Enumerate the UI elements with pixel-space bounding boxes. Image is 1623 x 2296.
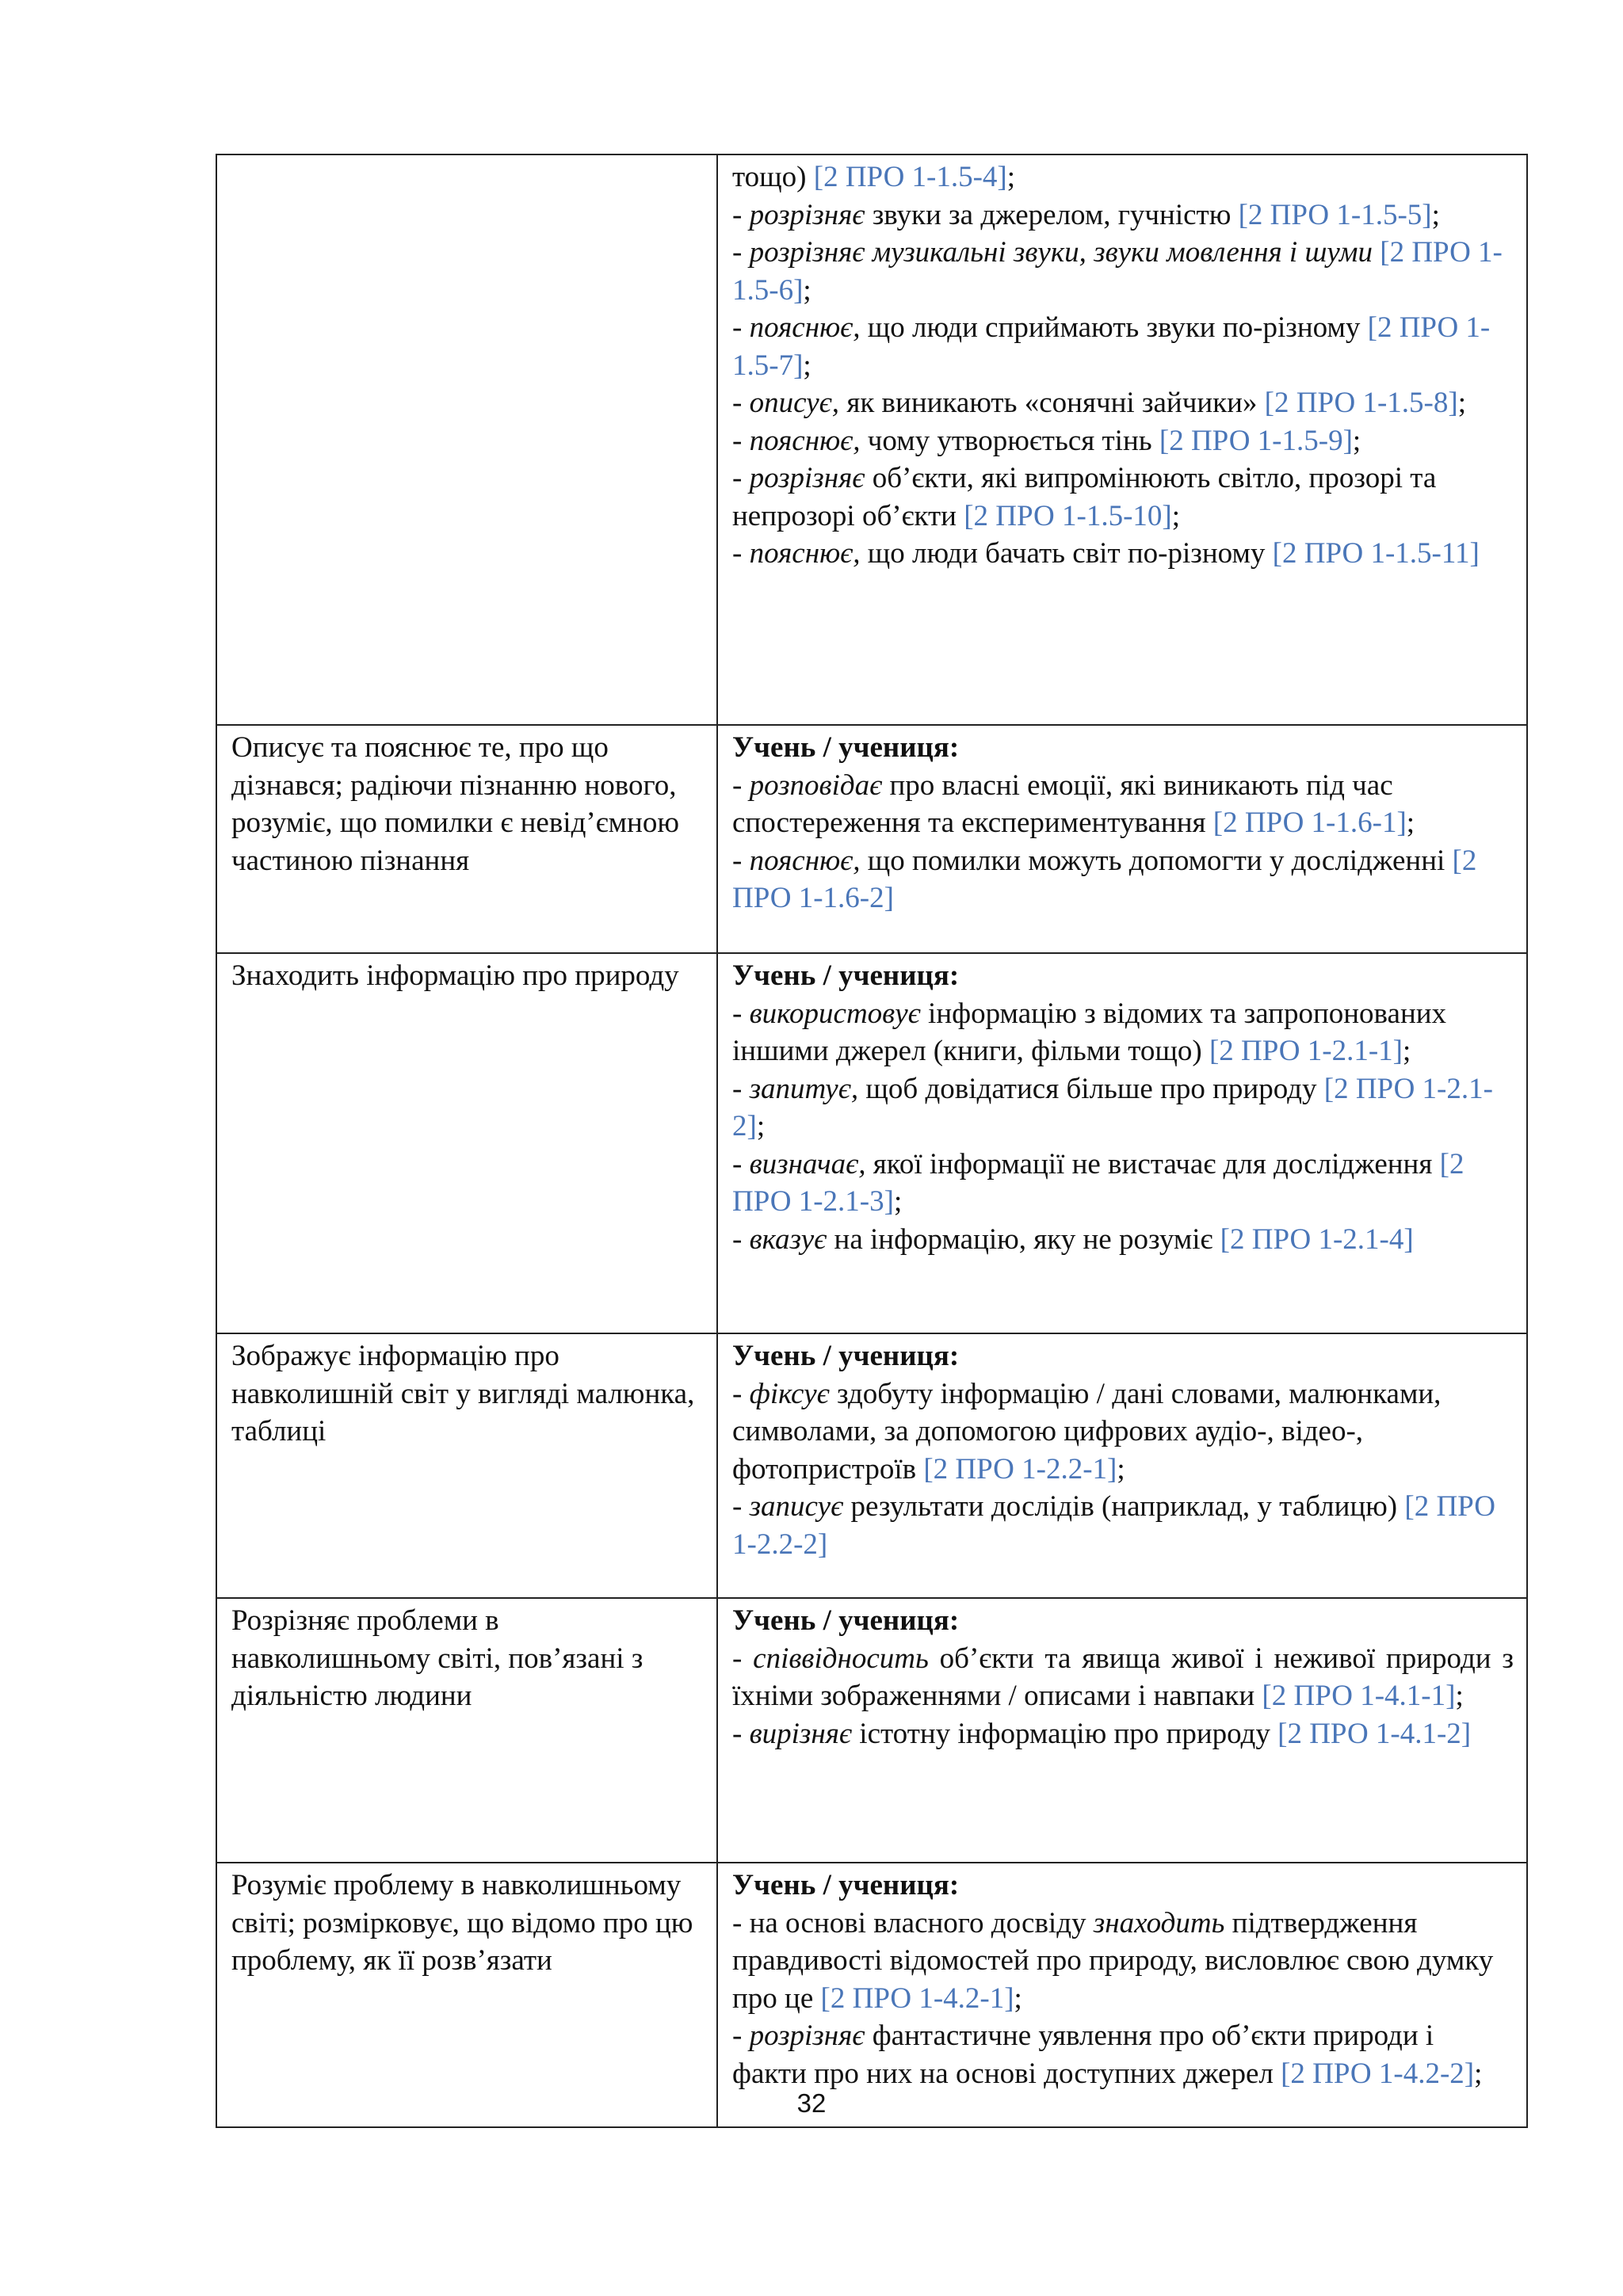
- reference-code: [2 ПРО 1-2.2-1]: [923, 1452, 1117, 1486]
- outcome-cell: [216, 154, 717, 725]
- reference-code: [2 ПРО 1-1.5-8]: [1264, 387, 1458, 419]
- list-item: - пояснює, що помилки можуть допомогти у дослідженні [2 ПРО 1-1.6-2]: [732, 844, 1477, 914]
- page-number: 32: [796, 2088, 827, 2118]
- reference-code: [2 ПРО 1-1.6-1]: [1212, 807, 1407, 839]
- list-item: - фіксує здобуту інформацію / дані словами, малюнками, символами, за допомогою цифрових аудіо-, відео-, фотопристроїв [2 ПРО 1-2.2-1];: [732, 1377, 1442, 1486]
- indicators-cell: [717, 725, 1527, 953]
- outcome-cell: Знаходить інформацію про природу: [216, 953, 717, 1333]
- table-row: [216, 1598, 1527, 1863]
- reference-code: [2 ПРО 1-1.5-5]: [1238, 198, 1432, 231]
- list-item: тощо) [2 ПРО 1-1.5-4];: [732, 161, 1016, 193]
- list-item: - використовує інформацію з відомих та запропонованих іншими джерел (книги, фільми тощо) [2 ПРО 1-2.1-1];: [732, 997, 1447, 1067]
- indicators-cell: [717, 1333, 1527, 1598]
- reference-code: [2 ПРО 1-4.1-1]: [1262, 1680, 1456, 1712]
- indicators-cell: [717, 953, 1527, 1333]
- student-header: Учень / учениця:: [732, 731, 960, 764]
- student-header: Учень / учениця:: [732, 1340, 960, 1372]
- outcome-cell: Розрізняє проблеми в навколишньому світі, пов’язані з діяльністю людини: [216, 1598, 717, 1863]
- list-item: - вказує на інформацію, яку не розуміє [2 ПРО 1-2.1-4]: [732, 1222, 1414, 1256]
- outcome-cell: Описує та пояснює те, про що дізнався; радіючи пізнанню нового, розуміє, що помилки є невід’ємною частиною пізнання: [216, 725, 717, 953]
- indicators-cell: [717, 1598, 1527, 1863]
- list-item: - записує результати дослідів (наприклад, у таблицю) [2 ПРО 1-2.2-2]: [732, 1490, 1495, 1561]
- reference-code: [2 ПРО 1-1.5-7]: [732, 311, 1491, 382]
- table-row: [216, 1863, 1527, 2127]
- table-row: [216, 154, 1527, 725]
- indicators-cell: [717, 154, 1527, 725]
- reference-code: [2 ПРО 1-1.5-10]: [964, 499, 1172, 532]
- list-item: - на основі власного досвіду знаходить підтвердження правдивості відомостей про природу, висловлює свою думку про це [2 ПРО 1-4.2-1];: [732, 1906, 1494, 2015]
- reference-code: [2 ПРО 1-1.5-9]: [1159, 424, 1353, 457]
- student-header: Учень / учениця:: [732, 959, 960, 992]
- reference-code: [2 ПРО 1-2.1-1]: [1209, 1035, 1403, 1067]
- reference-code: [2 ПРО 1-1.6-2]: [732, 844, 1477, 914]
- list-item: - розрізняє звуки за джерелом, гучністю [2 ПРО 1-1.5-5];: [732, 198, 1440, 231]
- list-item: - розповідає про власні емоції, які виникають під час спостереження та експериментування [2 ПРО 1-1.6-1];: [732, 769, 1415, 839]
- student-header: Учень / учениця:: [732, 1604, 960, 1637]
- reference-code: [2 ПРО 1-4.2-2]: [1281, 2057, 1475, 2090]
- reference-code: [2 ПРО 1-2.1-3]: [732, 1147, 1465, 1218]
- list-item: - пояснює, що люди сприймають звуки по-різному [2 ПРО 1-1.5-7];: [732, 311, 1491, 382]
- list-item: - розрізняє музикальні звуки, звуки мовлення і шуми [2 ПРО 1-1.5-6];: [732, 236, 1503, 307]
- outcome-cell: Розуміє проблему в навколишньому світі; розмірковує, що відомо про цю проблему, як її розв’язати: [216, 1863, 717, 2127]
- indicators-cell: [717, 1863, 1527, 2127]
- table-row: [216, 1333, 1527, 1598]
- reference-code: [2 ПРО 1-2.2-2]: [732, 1490, 1495, 1561]
- list-item: - вирізняє істотну інформацію про природу [2 ПРО 1-4.1-2]: [732, 1717, 1472, 1750]
- reference-code: [2 ПРО 1-2.1-4]: [1220, 1222, 1414, 1256]
- list-item: - пояснює, чому утворюється тінь [2 ПРО 1-1.5-9];: [732, 424, 1361, 457]
- reference-code: [2 ПРО 1-2.1-2]: [732, 1072, 1493, 1142]
- table-row: [216, 725, 1527, 953]
- reference-code: [2 ПРО 1-1.5-11]: [1272, 537, 1480, 570]
- outcome-cell: Зображує інформацію про навколишній світ у вигляді малюнка, таблиці: [216, 1333, 717, 1598]
- list-item: - співвідносить об’єкти та явища живої і неживої природи з їхніми зображеннями / описами і навпаки [2 ПРО 1-4.1-1];: [732, 1642, 1514, 1712]
- list-item: - описує, як виникають «сонячні зайчики» [2 ПРО 1-1.5-8];: [732, 387, 1466, 419]
- list-item: - пояснює, що люди бачать світ по-різному [2 ПРО 1-1.5-11]: [732, 537, 1480, 570]
- student-header: Учень / учениця:: [732, 1869, 960, 1901]
- standards-table: [216, 154, 1528, 2128]
- reference-code: [2 ПРО 1-1.5-6]: [732, 236, 1503, 307]
- list-item: - визначає, якої інформації не вистачає для дослідження [2 ПРО 1-2.1-3];: [732, 1147, 1465, 1218]
- reference-code: [2 ПРО 1-4.1-2]: [1277, 1717, 1472, 1750]
- list-item: - розрізняє об’єкти, які випромінюють світло, прозорі та непрозорі об’єкти [2 ПРО 1-1.5-10];: [732, 462, 1437, 532]
- table-row: [216, 953, 1527, 1333]
- reference-code: [2 ПРО 1-1.5-4]: [813, 161, 1007, 193]
- list-item: - запитує, щоб довідатися більше про природу [2 ПРО 1-2.1-2];: [732, 1072, 1493, 1142]
- reference-code: [2 ПРО 1-4.2-1]: [820, 1981, 1014, 2015]
- list-item: - розрізняє фантастичне уявлення про об’єкти природи і факти про них на основі доступних джерел [2 ПРО 1-4.2-2];: [732, 2019, 1483, 2090]
